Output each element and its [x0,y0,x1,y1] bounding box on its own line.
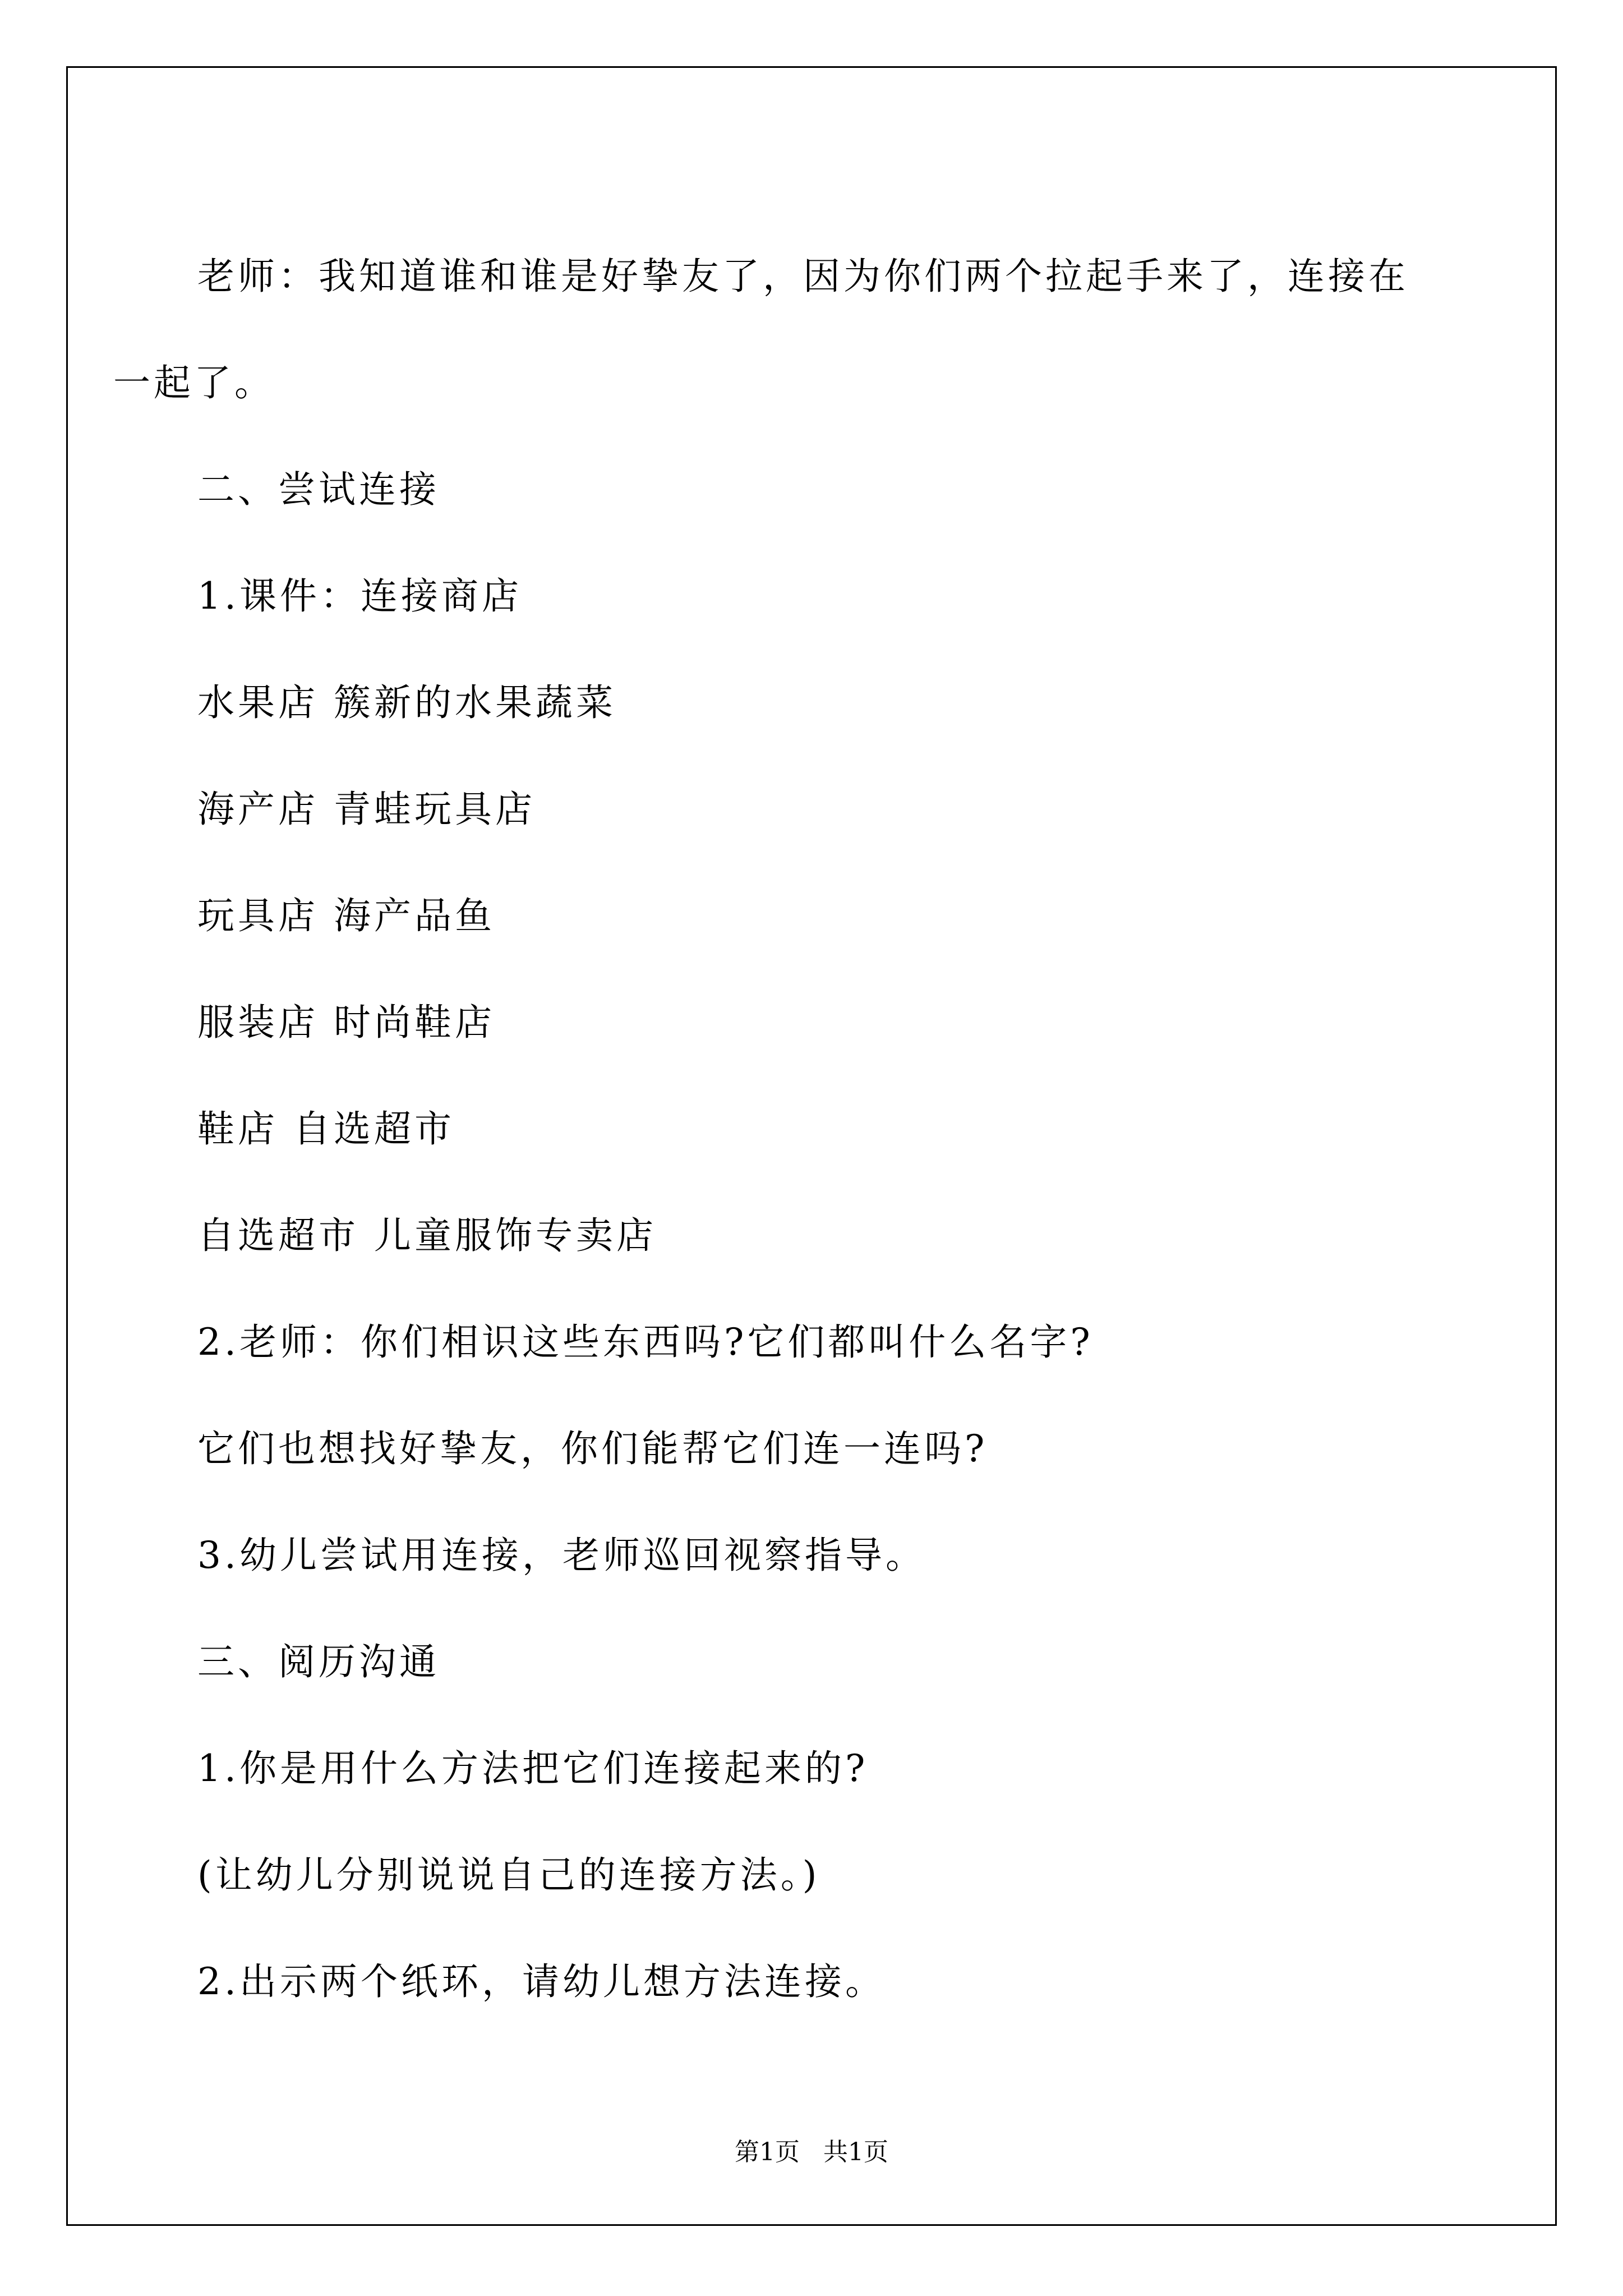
list-item: 自选超市 儿童服饰专卖店 [197,1214,657,1257]
paragraph: 它们也想找好挚友，你们能帮它们连一连吗? [197,1427,988,1470]
paragraph: 2.出示两个纸环，请幼儿想方法连接。 [197,1960,886,2003]
paragraph: 老师：我知道谁和谁是好挚友了，因为你们两个拉起手来了，连接在一起了。 [113,255,1409,404]
section-heading: 二、尝试连接 [197,468,440,511]
paragraph: 3.幼儿尝试用连接，老师巡回视察指导。 [197,1534,926,1577]
page-number: 第1页 [735,2138,800,2166]
list-item: 鞋店 自选超市 [197,1107,455,1151]
paragraph: (让幼儿分别说说自己的连接方法。) [197,1853,820,1897]
document-body [113,223,1437,2035]
page-footer [0,2132,1623,2168]
list-item: 海产店 青蛙玩具店 [197,788,536,831]
paragraph: 1.课件：连接商店 [197,574,522,618]
list-item: 水果店 簇新的水果蔬菜 [197,681,616,724]
paragraph: 1.你是用什么方法把它们连接起来的? [197,1747,869,1790]
page-total: 共1页 [823,2138,888,2166]
list-item: 玩具店 海产品鱼 [197,894,495,937]
section-heading: 三、阅历沟通 [197,1640,440,1683]
paragraph: 2.老师：你们相识这些东西吗?它们都叫什么名字? [197,1320,1094,1364]
list-item: 服装店 时尚鞋店 [197,1001,495,1044]
